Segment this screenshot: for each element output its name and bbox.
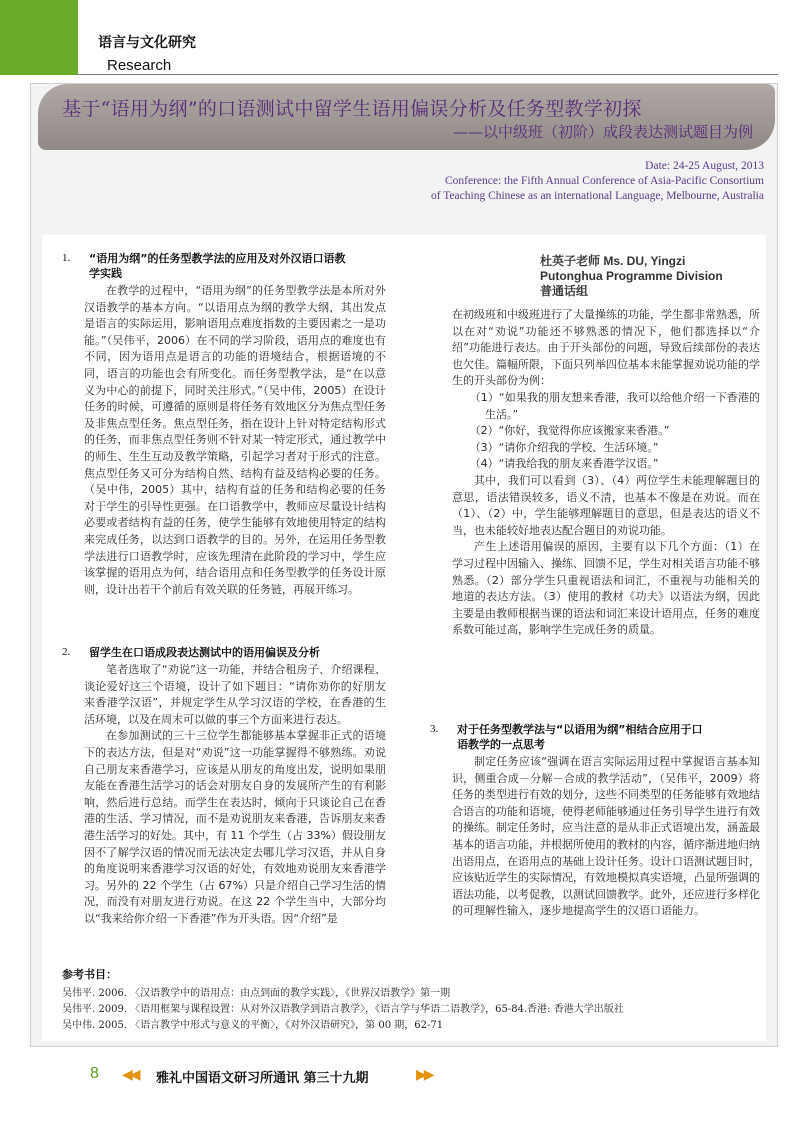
paragraph-6: 产生上述语用偏误的原因，主要有以下几个方面：（1）在学习过程中因输入、操练、回馈不足，学生对相关语言功能不够熟悉。（2）部分学生只重视语法和词汇，不重视与功能相关的地道的表达方法。（3）使用的教材《功夫》以语法为纲，因此主要是由教师根据当课的语法和词汇来设计语用点，任务的难度系数可能过高，影响学生完成任务的质量。: [452, 540, 760, 637]
right-column-block-2: [452, 754, 760, 920]
section-2-heading: [62, 645, 402, 661]
page-number: 8: [90, 1065, 99, 1082]
author-division-zh: 普通话组: [540, 284, 589, 298]
paragraph-2: 笔者选取了“劝说”这一功能，并结合租房子、介绍课程、谈论爱好这三个语境，设计了如下题目：“请你劝你的好朋友来香港学汉语”，并规定学生从学习汉语的学校，在香港的生活环境，以及在周末可以做的事三个方面来进行表达。: [84, 663, 386, 726]
author-block: [540, 254, 723, 299]
footer-arrows-right: [416, 1067, 432, 1083]
article-subtitle: ——以中级班（初阶）成段表达测试题目为例: [452, 123, 753, 141]
paragraph-3: 在参加测试的三十三位学生都能够基本掌握非正式的语境下的表达方法，但是对“劝说”这一功能掌握得不够熟练。劝说自己朋友来香港学习，应该是从朋友的角度出发，说明如果朋友能在香港生活学习的话会对朋友自身的发展所产生的有利影响，然后进行总结。而学生在表达时，倾向于只谈论自己在香港的生活、学习情况，而不是劝说朋友来香港，告诉朋友来香港生活学习的好处。其中，有 11 个学生（占 33%）假设朋友因不了解学汉语的情况而无法决定去哪儿学习汉语，并从自身的角度说明来香港学习汉语的好处，有效地劝说朋友来香港学习。另外的 22 个学生（占 67%）只是介绍自己学习生活的情况，而没有对朋友进行劝说。在这 22 个学生当中，大部分均以“我来给你介绍一下香港”作为开头语。因“介绍”是: [84, 729, 386, 925]
left-column-block-2: [84, 662, 386, 928]
header-accent-block: [0, 0, 78, 75]
left-arrows-icon: ◀◀: [122, 1067, 138, 1083]
conference-date: Date: 24-25 August, 2013: [645, 160, 764, 172]
article-title: 基于“语用为纲”的口语测试中留学生语用偏误分析及任务型教学初探: [62, 98, 642, 120]
paragraph-5: 其中，我们可以看到（3）、（4）两位学生未能理解题目的意思，语法错误较多，语义不清，也基本不像是在劝说。而在（1）、（2）中，学生能够理解题目的意思，但是表达的语义不当，也未能较好地表达配合题目的劝说功能。: [452, 473, 760, 537]
reference-item-3: 吴中伟. 2005. 〈语言教学中形式与意义的平衡〉，《对外汉语研究》，第 00 期，62-71: [62, 1020, 444, 1031]
example-item-1: （1）“如果我的朋友想来香港，我可以给他介绍一下香港的生活。”: [469, 390, 760, 421]
example-item-2: （2）“你好，我觉得你应该搬家来香港。”: [469, 424, 670, 438]
section-1-title-line1: “语用为纲”的任务型教学法的应用及对外汉语口语教: [89, 252, 346, 265]
section-2-title: 留学生在口语成段表达测试中的语用偏误及分析: [89, 646, 320, 659]
references-heading: 参考书目：: [62, 968, 117, 981]
example-item-3: （3）“请你介绍我的学校、生活环境。”: [469, 440, 659, 454]
paragraph-1: 在教学的过程中，“语用为纲”的任务型教学法是本所对外汉语教学的基本方向。“以语用点为纲的教学大纲，其出发点是语言的实际运用，影响语用点难度指数的主要因素之一是功能。”（吴伟平，2006）在不同的学习阶段，语用点的难度也有不同，因为语用点是语言的功能的语境结合，根据语境的不同，语言的功能也会有所变化。而任务型教学法，是“在以意义为中心的前提下，同时关注形式。”（吴中伟，2005）在设计任务的时候，可遵循的原则是将任务有效地区分为焦点型任务及非焦点型任务。焦点型任务，指在设计上针对特定结构形式的任务，而非焦点型任务则不针对某一特定形式，通过教学中的师生、生生互动及教学策略，引起学习者对于形式的注意。焦点型任务又可分为结构自然、结构有益及结构必要的任务。（吴中伟，2005）其中，结构有益的任务和结构必要的任务对于学生的引导性更强。在口语教学中，教师应尽量设计结构必要或者结构有益的任务，使学生能够有效地使用特定的结构来完成任务，以达到口语教学的目的。另外，在运用任务型教学法进行口语教学时，应该先理清在此阶段的学习中，学生应该掌握的语用点为何，结合语用点和任务型教学的任务设计原则，设计出若干个前后有效关联的任务链，再展开练习。: [84, 284, 386, 596]
section-1-heading: [62, 251, 402, 283]
left-column-block-1: [84, 283, 386, 598]
section-3-heading: [430, 722, 770, 754]
section-3-title-line2: 语教学的一点思考: [457, 738, 545, 751]
section-3-number: 3.: [430, 723, 439, 735]
author-division-en: Putonghua Programme Division: [540, 269, 723, 283]
section-1-title-line2: 学实践: [89, 267, 122, 280]
section-heading-en: Research: [107, 57, 172, 74]
reference-item-2: 吴伟平. 2009. 〈语用框架与课程设置：从对外汉语教学到语言教学〉，《语言学与华语二语教学》，65-84.香港: 香港大学出版社: [62, 1004, 624, 1015]
right-column-block-1: [452, 307, 760, 639]
paragraph-4: 在初级班和中级班进行了大量操练的功能，学生都非常熟悉，所以在对“劝说”功能还不够熟悉的情况下，他们都选择以“介绍”功能进行表达。由于开头部份的问题，导致后续部份的表达也欠佳。篇幅所限，下面只列举四位基本未能掌握劝说功能的学生的开头部份为例：: [452, 308, 760, 388]
right-arrows-icon: ▶▶: [416, 1067, 432, 1083]
section-1-number: 1.: [62, 252, 71, 264]
author-name: 杜英子老师 Ms. DU, Yingzi: [540, 254, 686, 268]
conference-name: Conference: the Fifth Annual Conference of Asia-Pacific Consortium: [444, 175, 764, 187]
footer-arrows-left: [122, 1067, 138, 1083]
section-2-number: 2.: [62, 646, 71, 658]
conference-location: of Teaching Chinese as an international Language, Melbourne, Australia: [430, 190, 764, 202]
example-item-4: （4）“请我给我的朋友来香港学汉语。”: [469, 457, 659, 471]
section-heading-zh: 语言与文化研究: [98, 35, 196, 51]
reference-item-1: 吴伟平. 2006. 〈汉语教学中的语用点：由点到面的教学实践〉，《世界汉语教学》第一期: [62, 988, 451, 999]
section-3-title-line1: 对于任务型教学法与“以语用为纲”相结合应用于口: [457, 723, 703, 736]
header-divider: [78, 74, 778, 75]
paragraph-7: 制定任务应该“强调在语言实际运用过程中掌握语言基本知识，侧重合成－分解－合成的教学活动”，（吴伟平，2009）将任务的类型进行有效的划分，这些不同类型的任务能够有效地结合语言的功能和语境，使得老师能够通过任务引导学生进行有效的操练。制定任务时，应当注意的是从非正式语境出发，涵盖最基本的语言功能，并根据所使用的教材的内容，循序渐进地归纳出语用点，在语用点的基础上设计任务。设计口语测试题目时，应该贴近学生的实际情况，有效地模拟真实语境，凸显所强调的语法功能，以考促教，以测试回馈教学。此外，还应进行多样化的可理解性输入，逐步地提高学生的汉语口语能力。: [452, 755, 760, 918]
footer-title: 雅礼中国语文研习所通讯 第三十九期: [156, 1071, 369, 1086]
